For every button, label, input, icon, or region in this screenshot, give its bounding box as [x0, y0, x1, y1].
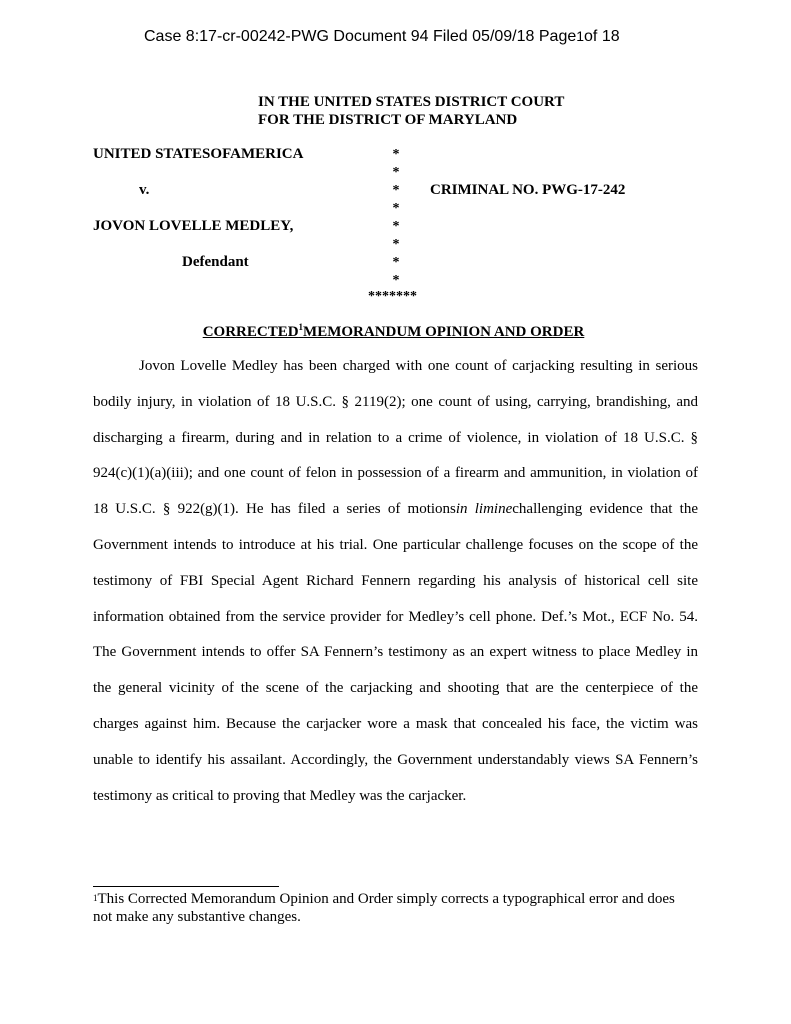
paragraph-text-a: Jovon Lovelle Medley has been charged with one count of carjacking resulting in serious bodily injury, in violation of 18 U.S.C. § 2119(2); one count of using, carrying, brandishing, and discharging a firearm, during and in relation to a crime of violence, in violation of 18 U.S.C. § 924(c)(1)(a)(iii); and one count of felon in possession of a firearm and ammunition, in violation of 18 U.S.C. § 922(g)(1). He has filed a series of motions	[93, 358, 698, 518]
filing-header-page-number: 1	[576, 28, 585, 44]
filing-header-suffix: of 18	[584, 28, 620, 45]
court-title-line-1: IN THE UNITED STATES DISTRICT COURT	[258, 94, 565, 110]
filing-header-prefix: Case 8:17-cr-00242-PWG Document 94 Filed 05/09/18 Page	[144, 28, 577, 45]
caption-star: *	[392, 255, 400, 270]
case-number: CRIMINAL NO. PWG-17-242	[430, 182, 626, 198]
caption-star: *	[392, 165, 400, 180]
heading-part-1: CORRECTED	[202, 324, 299, 340]
caption-star: *	[392, 147, 400, 162]
caption-star: *	[392, 183, 400, 198]
footnote-number: 1	[93, 893, 98, 903]
italic-term: in limine	[455, 501, 513, 518]
heading-part-2: MEMORANDUM OPINION AND ORDER	[303, 324, 585, 340]
caption-defendant-name: JOVON LOVELLE MEDLEY,	[93, 218, 294, 234]
filing-header-stamp	[144, 28, 620, 46]
paragraph-text-b: challenging evidence that the Government intends to introduce at his trial. One particular challenge focuses on the scope of the testimony of FBI Special Agent Richard Fennern regarding his analysis of historical cell site information obtained from the service provider for Medley’s cell phone. Def.’s Mot., ECF No. 54. The Government intends to offer SA Fennern’s testimony as an expert witness to place Medley in the general vicinity of the scene of the carjacking and shooting that are the centerpiece of the charges against him. Because the carjacker wore a mask that concealed his face, the victim was unable to identify his assailant. Accordingly, the Government understandably views SA Fennern’s testimony as critical to proving that Medley was the carjacker.	[93, 501, 698, 804]
footnote-separator	[93, 886, 279, 887]
caption-star: *	[392, 201, 400, 216]
caption-defendant-label: Defendant	[182, 254, 249, 270]
footnote-text: This Corrected Memorandum Opinion and Order simply corrects a typographical error and does not make any substantive changes.	[93, 891, 675, 925]
document-heading	[0, 324, 791, 341]
document-heading-text	[203, 324, 589, 340]
caption-star-column	[390, 146, 402, 290]
body-text	[93, 349, 698, 814]
caption-star: *	[392, 273, 400, 288]
heading-footnote-ref: 1	[298, 322, 304, 332]
caption-plaintiff: UNITED STATESOFAMERICA	[93, 146, 304, 162]
court-title-line-2: FOR THE DISTRICT OF MARYLAND	[258, 112, 518, 128]
caption-star: *	[392, 237, 400, 252]
body-paragraph	[93, 349, 698, 814]
caption-star: *	[392, 219, 400, 234]
footnote	[93, 890, 683, 926]
caption-star-row: *******	[368, 289, 417, 304]
caption-versus: v.	[139, 182, 150, 198]
court-title	[258, 93, 564, 129]
